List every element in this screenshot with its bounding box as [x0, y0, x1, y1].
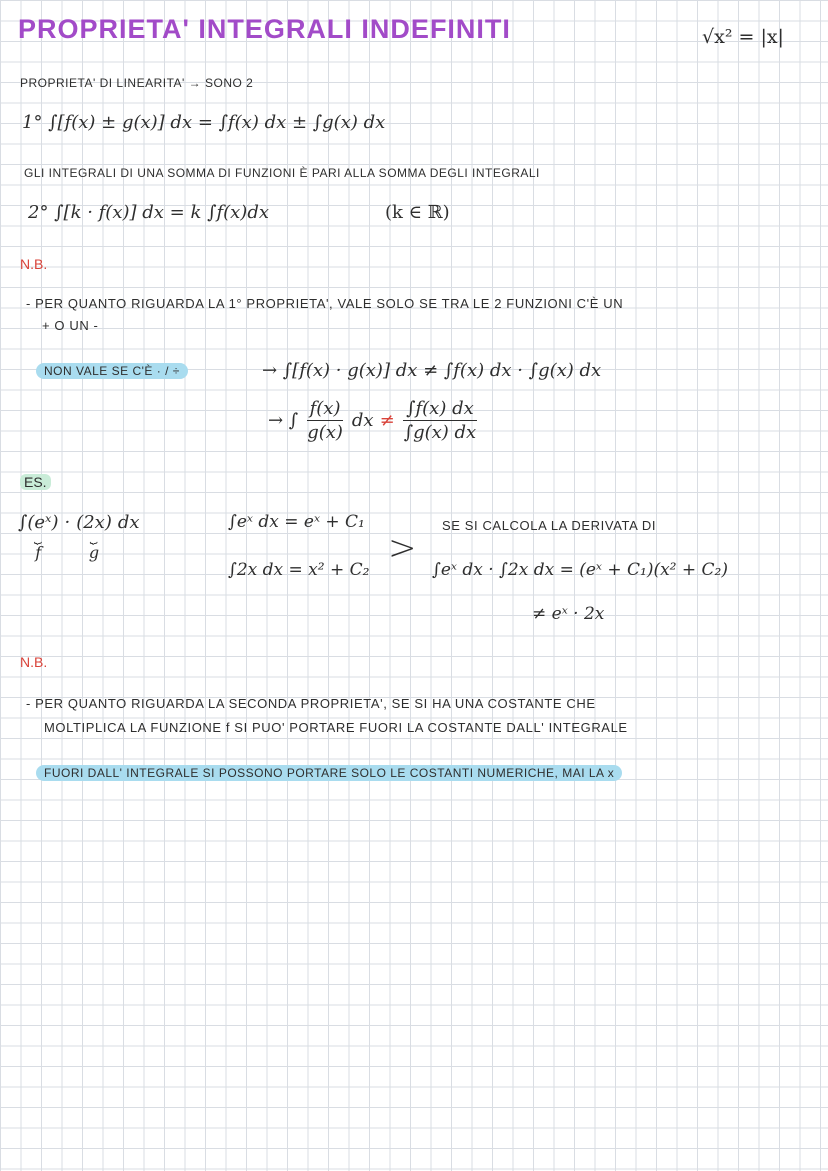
quotient-right-num: ∫f(x) dx [403, 398, 477, 421]
product-rule: → ∫[f(x) · g(x)] dx ≠ ∫f(x) dx · ∫g(x) dx [262, 360, 602, 381]
merge-bracket: > [388, 528, 417, 568]
example-int-dx: dx [117, 512, 140, 533]
quotient-dx: dx [351, 410, 374, 431]
underbrace-g: ⏟ [90, 530, 98, 545]
quotient-left-den: g(x) [307, 422, 343, 443]
example-product: ∫eˣ dx · ∫2x dx = (eˣ + C₁)(x² + C₂) [432, 560, 728, 580]
example-f-part [18, 512, 58, 562]
nb2-line-1: - PER QUANTO RIGUARDA LA SECONDA PROPRIETA', SE SI HA UNA COSTANTE CHE [26, 696, 596, 711]
quotient-left-num: f(x) [307, 398, 344, 421]
nb1-line-2: + O UN - [42, 318, 99, 333]
example-int-part1: ∫(eˣ) [18, 512, 59, 533]
nb2-highlight: FUORI DALL' INTEGRALE SI POSSONO PORTARE SOLO LE COSTANTI NUMERICHE, MAI LA x [36, 765, 622, 781]
under-g-label: g [88, 543, 100, 562]
nb-label-1: N.B. [20, 256, 48, 272]
example-int-part2: (2x) [76, 512, 112, 533]
nb2-highlight-wrap [36, 766, 622, 780]
example-calc-2: ∫2x dx = x² + C₂ [228, 560, 370, 580]
example-int-dot: · [64, 512, 71, 533]
underbrace-f: ⏟ [34, 530, 43, 545]
page-title: PROPRIETA' INTEGRALI INDEFINITI [18, 14, 511, 44]
quotient-neq: ≠ [379, 410, 395, 431]
under-f-label: f [35, 543, 42, 562]
nb1-line-1: - PER QUANTO RIGUARDA LA 1° PROPRIETA', VALE SOLO SE TRA LE 2 FUNZIONI C'È UN [26, 296, 624, 311]
es-label: ES. [20, 474, 51, 490]
quotient-rule [268, 398, 479, 443]
example-g-part [76, 512, 112, 562]
quotient-arrow: → ∫ [268, 410, 299, 431]
quotient-right-den: ∫g(x) dx [403, 422, 477, 443]
example-result: ≠ eˣ · 2x [532, 604, 605, 624]
nb-label-2: N.B. [20, 654, 48, 670]
linearity-intro: PROPRIETA' DI LINEARITA' → SONO 2 [20, 76, 254, 90]
nb2-line-2: MOLTIPLICA LA FUNZIONE f SI PUO' PORTARE FUORI LA COSTANTE DALL' INTEGRALE [44, 720, 628, 735]
es-label-wrap [20, 474, 51, 490]
quotient-left-fraction [304, 398, 346, 443]
quotient-right-fraction [401, 398, 480, 443]
nb1-highlight [36, 364, 188, 378]
corner-formula: √x² = |x| [702, 26, 784, 48]
highlight-no-product: NON VALE SE C'È · / ÷ [36, 363, 188, 379]
rule-2: 2° ∫[k · f(x)] dx = k ∫f(x)dx [28, 202, 269, 223]
rule-1: 1° ∫[f(x) ± g(x)] dx = ∫f(x) dx ± ∫g(x) dx [22, 112, 386, 133]
example-note: SE SI CALCOLA LA DERIVATA DI [442, 518, 657, 533]
rule-2-condition: (k ∈ ℝ) [385, 202, 450, 223]
example-calc-1: ∫eˣ dx = eˣ + C₁ [228, 512, 365, 532]
rule-1-note: GLI INTEGRALI DI UNA SOMMA DI FUNZIONI È PARI ALLA SOMMA DEGLI INTEGRALI [24, 166, 540, 180]
example-integral [18, 512, 140, 562]
